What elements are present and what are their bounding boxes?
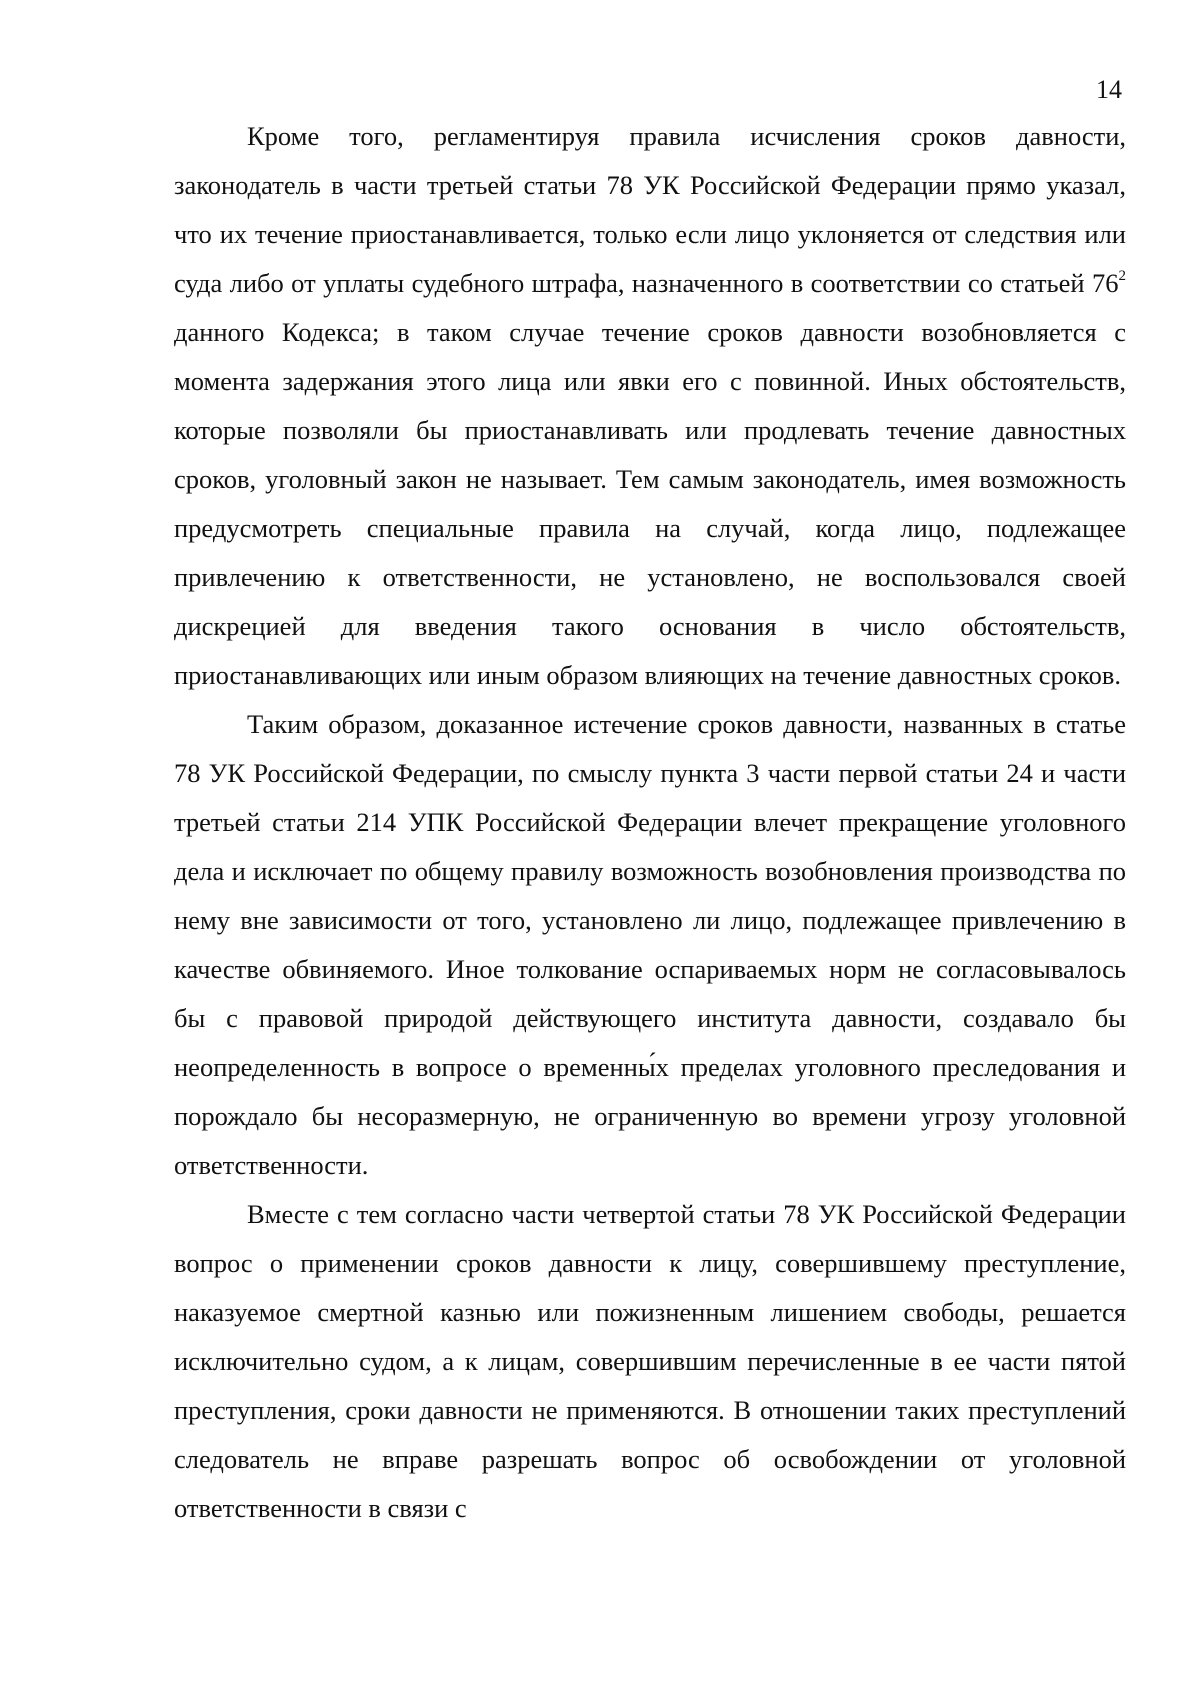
article-superscript: 2	[1118, 268, 1126, 284]
page-number: 14	[1096, 75, 1122, 104]
paragraph-court-decision: Вместе с тем согласно части четвертой статьи 78 УК Российской Федерации вопрос о применении сроков давности к лицу, совершившему преступление, наказуемое смертной казнью или пожизненным лишением свободы, решается исключительно судом, а к лицам, совершившим перечисленные в ее части пятой преступления, сроки давности не применяются. В отношении таких преступлений следователь не вправе разрешать вопрос об освобождении от уголовной ответственности в связи с	[174, 1199, 1126, 1523]
document-body	[174, 112, 1126, 1533]
paragraph-text: Кроме того, регламентируя правила исчисления сроков давности, законодатель в части третьей статьи 78 УК Российской Федерации прямо указал, что их течение приостанавливается, только если лицо уклоняется от следствия или суда либо от уплаты судебного штрафа, назначенного в соответствии со статьей 76	[174, 121, 1126, 298]
paragraph-limitation-suspension	[174, 112, 1126, 700]
paragraph-text: данного Кодекса; в таком случае течение сроков давности возобновляется с момента задержания этого лица или явки его с повинной. Иных обстоятельств, которые позволяли бы приостанавливать или продлевать течение давностных сроков, уголовный закон не называет. Тем самым законодатель, имея возможность предусмотреть специальные правила на случай, когда лицо, подлежащее привлечению к ответственности, не установлено, не воспользовался своей дискрецией для введения такого основания в число обстоятельств, приостанавливающих или иным образом влияющих на течение давностных сроков.	[174, 317, 1126, 690]
paragraph-case-termination: Таким образом, доказанное истечение сроков давности, названных в статье 78 УК Российской Федерации, по смыслу пункта 3 части первой статьи 24 и части третьей статьи 214 УПК Российской Федерации влечет прекращение уголовного дела и исключает по общему правилу возможность возобновления производства по нему вне зависимости от того, установлено ли лицо, подлежащее привлечению в качестве обвиняемого. Иное толкование оспариваемых норм не согласовывалось бы с правовой природой действующего института давности, создавало бы неопределенность в вопросе о временны́х пределах уголовного преследования и порождало бы несоразмерную, не ограниченную во времени угрозу уголовной ответственности.	[174, 709, 1126, 1180]
